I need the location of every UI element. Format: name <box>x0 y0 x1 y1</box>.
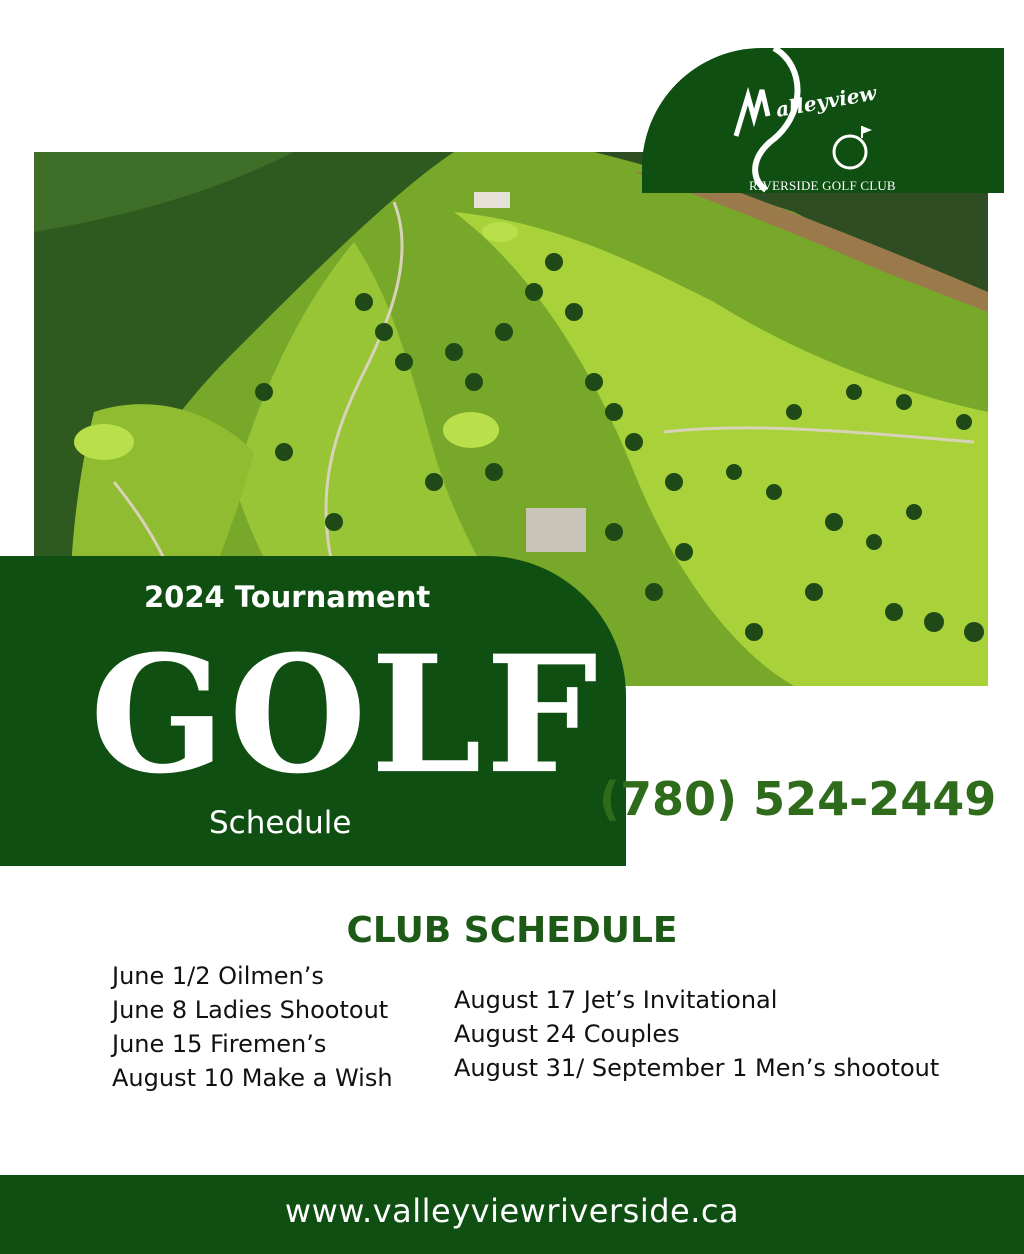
event-item: August 31/ September 1 Men’s shootout <box>454 1054 940 1082</box>
event-item: August 24 Couples <box>454 1020 680 1048</box>
logo-badge-edge <box>1004 48 1022 193</box>
green-3 <box>482 222 518 242</box>
golf-wordmark: GOLF <box>90 621 602 810</box>
tournament-year-label: 2024 Tournament <box>144 580 431 614</box>
schedule-left-column <box>112 959 393 1095</box>
club-schedule-heading: CLUB SCHEDULE <box>346 910 678 951</box>
event-item: June 1/2 Oilmen’s <box>112 962 324 990</box>
schedule-label: Schedule <box>209 805 352 841</box>
logo-name: alleyview <box>773 80 879 122</box>
website-link[interactable]: www.valleyviewriverside.ca <box>284 1192 740 1230</box>
parking-lot <box>526 508 586 552</box>
event-item: August 10 Make a Wish <box>112 1064 393 1092</box>
event-item: August 17 Jet’s Invitational <box>454 986 778 1014</box>
clubhouse <box>474 192 510 208</box>
logo-emblem-icon <box>726 46 886 196</box>
event-item: June 8 Ladies Shootout <box>112 996 389 1024</box>
event-item: June 15 Firemen’s <box>112 1030 327 1058</box>
logo-subtitle: RIVERSIDE GOLF CLUB <box>749 178 896 193</box>
phone-number[interactable]: (780) 524-2449 <box>599 772 997 826</box>
green-2 <box>443 412 499 448</box>
green-1 <box>74 424 134 460</box>
schedule-right-column <box>454 983 939 1085</box>
